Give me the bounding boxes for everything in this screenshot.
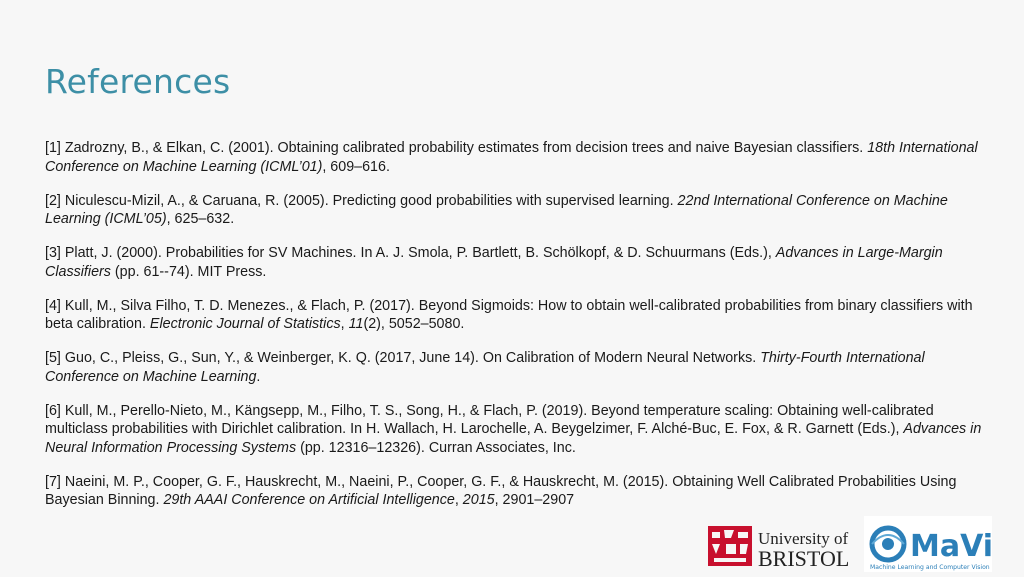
ref-pages: . (256, 368, 261, 385)
university-of-bristol-logo (708, 520, 858, 572)
ref-venue: Thirty-Fourth International Conference on Machine Learning (45, 350, 925, 385)
reference-list (45, 139, 985, 525)
ref-pages: (pp. 61--74). MIT Press. (110, 263, 267, 280)
logo-strip (708, 516, 992, 572)
ref-text: [7] Naeini, M. P., Cooper, G. F., Hauskrecht, M., Naeini, P., Cooper, G. F., & Hauskrecht, M. (2015). Obtaining Well Calibrated Probabilities Using Bayesian Binning. (45, 473, 957, 508)
ref-text: [4] Kull, M., Silva Filho, T. D. Menezes., & Flach, P. (2017). Beyond Sigmoids: How to obtain well-calibrated probabilities from binary classifiers with beta calibration. (45, 297, 973, 332)
mavi-eye-icon (872, 528, 904, 560)
ref-pages: , 2901–2907 (494, 492, 575, 508)
ref-pages: (2), 5052–5080. (363, 316, 465, 332)
ref-text: [1] Zadrozny, B., & Elkan, C. (2001). Obtaining calibrated probability estimates from decision trees and naive Bayesian classifiers. (45, 140, 868, 156)
reference-item (45, 349, 985, 386)
ref-venue: Advances in Neural Information Processing Systems (45, 421, 982, 456)
ref-venue: Electronic Journal of Statistics (149, 316, 341, 332)
ref-text: [2] Niculescu-Mizil, A., & Caruana, R. (2005). Predicting good probabilities with supervised learning. (45, 192, 678, 209)
ref-text: [3] Platt, J. (2000). Probabilities for SV Machines. In A. J. Smola, P. Bartlett, B. Schölkopf, & D. Schuurmans (Eds.), (45, 245, 776, 261)
ref-volume: 11 (348, 316, 364, 332)
slide-title: References (45, 62, 231, 101)
mavi-logo (864, 516, 992, 572)
ref-sep: , (454, 492, 463, 508)
mavi-tagline: Machine Learning and Computer Vision (870, 564, 990, 571)
ref-pages: , 625–632. (166, 211, 235, 227)
reference-item (45, 402, 985, 458)
mavi-logo-box (864, 516, 992, 572)
reference-item (45, 244, 985, 281)
bristol-line1: University of (758, 529, 849, 548)
reference-item (45, 192, 985, 229)
reference-item (45, 473, 985, 510)
ref-pages: (pp. 12316–12326). Curran Associates, Inc. (296, 439, 576, 456)
ref-venue: 29th AAAI Conference on Artificial Intelligence (163, 492, 455, 508)
ref-sep: , (340, 316, 349, 332)
reference-item (45, 139, 985, 176)
ref-text: [6] Kull, M., Perello-Nieto, M., Kängsepp, M., Filho, T. S., Song, H., & Flach, P. (2019). Beyond temperature scaling: Obtaining well-calibrated multiclass probabilities with Dirichlet calibration. In H. Wallach, H. Larochelle, A. Beygelzimer, F. Alché-Buc, E. Fox, & R. Garnett (Eds.), (45, 402, 934, 437)
ref-text: [5] Guo, C., Pleiss, G., Sun, Y., & Weinberger, K. Q. (2017, June 14). On Calibration of Modern Neural Networks. (45, 350, 761, 366)
ref-pages: , 609–616. (322, 158, 390, 175)
reference-item (45, 297, 985, 334)
ref-venue: 22nd International Conference on Machine Learning (ICML’05) (45, 192, 948, 227)
ref-venue: 18th International Conference on Machine Learning (ICML’01) (45, 140, 978, 175)
mavi-name: MaVi (910, 529, 992, 564)
bristol-crest-icon (708, 526, 752, 566)
ref-volume: 2015 (462, 492, 495, 508)
bristol-line2: BRISTOL (758, 546, 850, 571)
ref-venue: Advances in Large-Margin Classifiers (45, 245, 943, 280)
